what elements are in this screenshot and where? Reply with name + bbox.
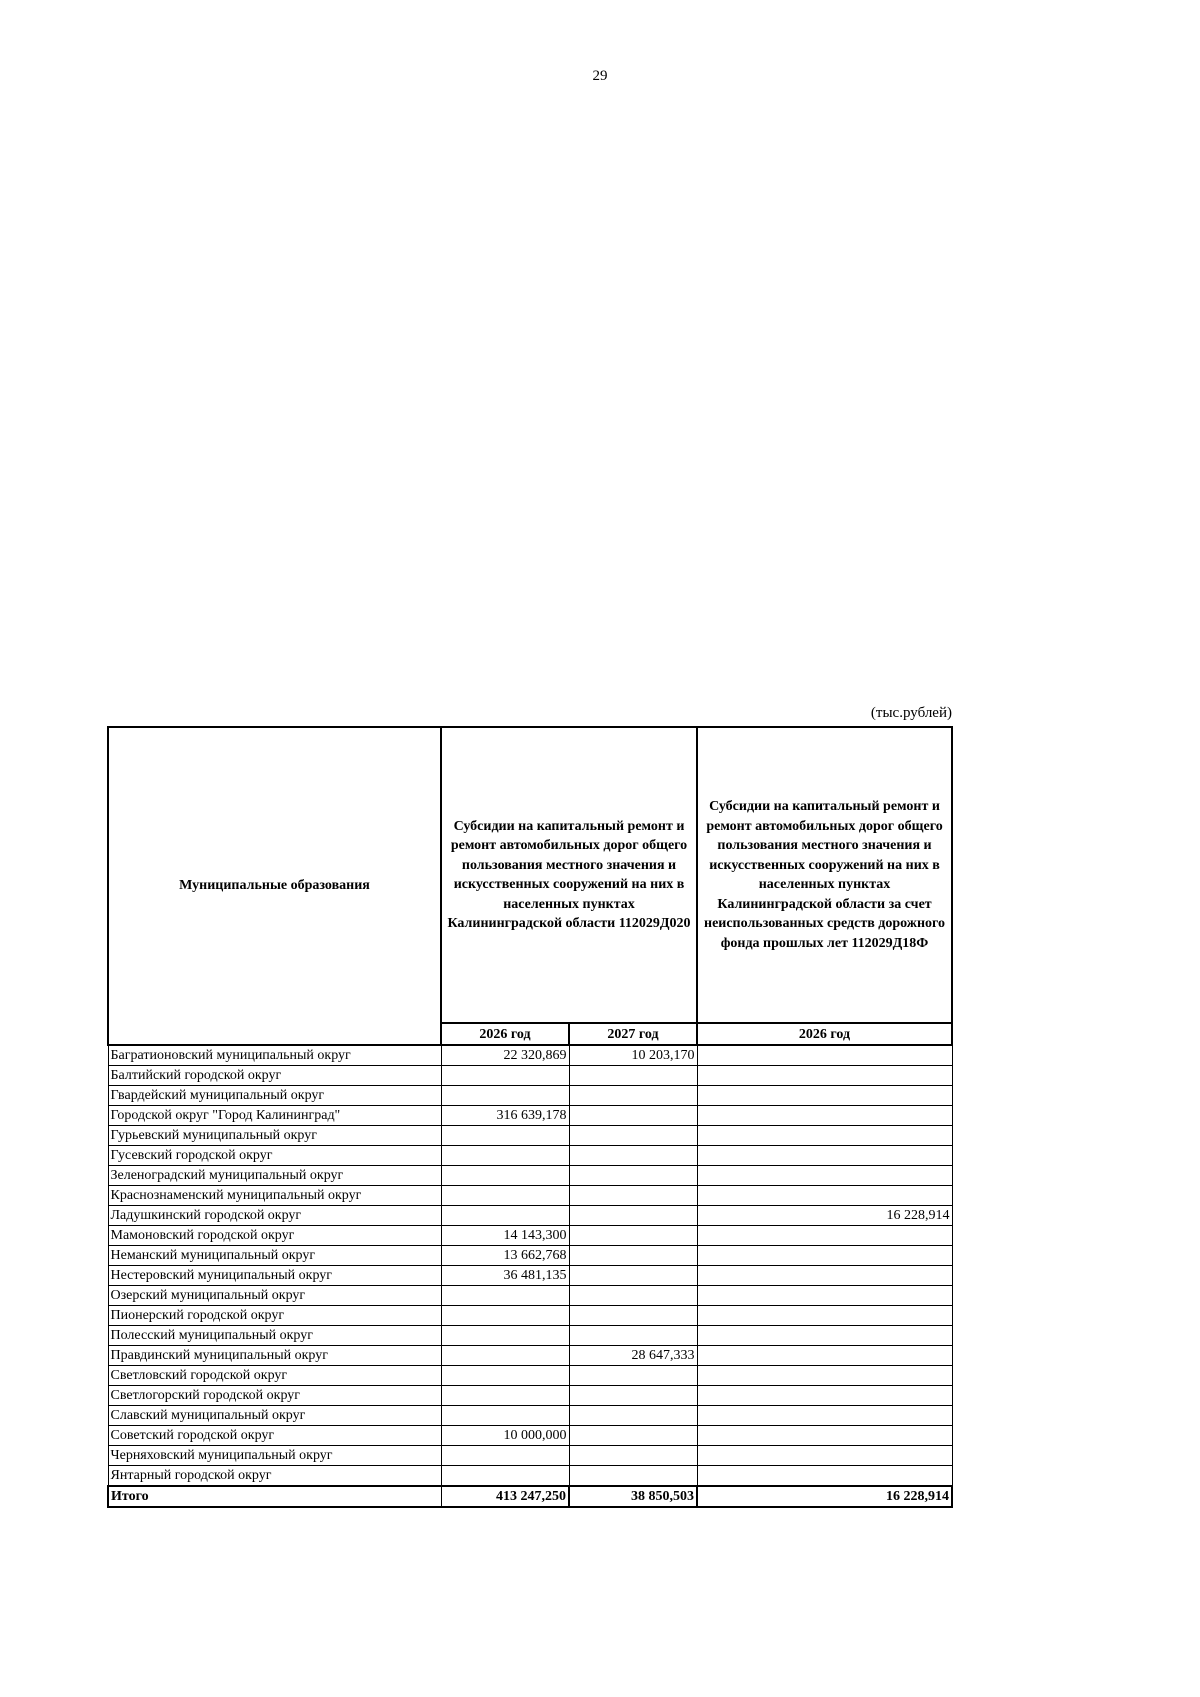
value-2026-group2 [697,1045,952,1066]
value-2026-group1: 10 000,000 [441,1426,569,1446]
value-2026-group2 [697,1246,952,1266]
value-2026-group1 [441,1346,569,1366]
municipality-name: Гусевский городской округ [108,1146,441,1166]
value-2026-group2 [697,1126,952,1146]
value-2026-group1 [441,1446,569,1466]
value-2027-group1 [569,1126,697,1146]
value-2026-group2 [697,1366,952,1386]
total-2027-group1: 38 850,503 [569,1486,697,1507]
municipality-name: Зеленоградский муниципальный округ [108,1166,441,1186]
value-2027-group1 [569,1366,697,1386]
value-2026-group2 [697,1326,952,1346]
value-2026-group2 [697,1066,952,1086]
total-label: Итого [108,1486,441,1507]
value-2027-group1 [569,1386,697,1406]
value-2027-group1 [569,1086,697,1106]
municipality-name: Гвардейский муниципальный округ [108,1086,441,1106]
column-header-year-c: 2026 год [697,1023,952,1045]
municipality-name: Пионерский городской округ [108,1306,441,1326]
municipality-name: Черняховский муниципальный округ [108,1446,441,1466]
value-2026-group1 [441,1186,569,1206]
table-row [108,1286,952,1306]
value-2027-group1: 28 647,333 [569,1346,697,1366]
value-2027-group1 [569,1406,697,1426]
value-2026-group2: 16 228,914 [697,1206,952,1226]
value-2026-group2 [697,1426,952,1446]
table-row [108,1126,952,1146]
value-2026-group1 [441,1126,569,1146]
value-2027-group1 [569,1266,697,1286]
municipality-name: Светлогорский городской округ [108,1386,441,1406]
value-2027-group1 [569,1186,697,1206]
value-2026-group1: 36 481,135 [441,1266,569,1286]
value-2027-group1 [569,1306,697,1326]
column-header-group-1: Субсидии на капитальный ремонт и ремонт автомобильных дорог общего пользования местного значения и искусственных сооружений на них в населенных пунктах Калининградской области 112029Д020 [441,727,697,1023]
value-2026-group1 [441,1386,569,1406]
table-row [108,1166,952,1186]
value-2026-group2 [697,1166,952,1186]
municipality-name: Янтарный городской округ [108,1466,441,1487]
value-2026-group1 [441,1086,569,1106]
table-row [108,1306,952,1326]
value-2026-group1 [441,1406,569,1426]
municipality-name: Багратионовский муниципальный округ [108,1045,441,1066]
municipality-name: Неманский муниципальный округ [108,1246,441,1266]
municipality-name: Славский муниципальный округ [108,1406,441,1426]
value-2027-group1 [569,1226,697,1246]
value-2026-group1: 13 662,768 [441,1246,569,1266]
column-header-year-a: 2026 год [441,1023,569,1045]
value-2027-group1: 10 203,170 [569,1045,697,1066]
table-row [108,1346,952,1366]
table-row [108,1326,952,1346]
value-2027-group1 [569,1286,697,1306]
column-header-municipalities: Муниципальные образования [108,727,441,1045]
value-2026-group2 [697,1346,952,1366]
municipality-name: Озерский муниципальный округ [108,1286,441,1306]
municipality-name: Правдинский муниципальный округ [108,1346,441,1366]
table-row [108,1226,952,1246]
municipality-name: Нестеровский муниципальный округ [108,1266,441,1286]
value-2026-group2 [697,1106,952,1126]
municipality-name: Мамоновский городской округ [108,1226,441,1246]
table-row [108,1366,952,1386]
value-2026-group1: 316 639,178 [441,1106,569,1126]
value-2026-group2 [697,1286,952,1306]
total-2026-group2: 16 228,914 [697,1486,952,1507]
value-2027-group1 [569,1446,697,1466]
value-2027-group1 [569,1166,697,1186]
table-row [108,1086,952,1106]
value-2026-group1 [441,1206,569,1226]
value-2026-group2 [697,1086,952,1106]
value-2026-group2 [697,1406,952,1426]
table-row [108,1206,952,1226]
value-2026-group1 [441,1066,569,1086]
value-2026-group2 [697,1306,952,1326]
table-row [108,1426,952,1446]
municipality-name: Краснознаменский муниципальный округ [108,1186,441,1206]
value-2026-group1 [441,1326,569,1346]
municipality-name: Полесский муниципальный округ [108,1326,441,1346]
value-2027-group1 [569,1206,697,1226]
value-2026-group1: 22 320,869 [441,1045,569,1066]
municipality-name: Балтийский городской округ [108,1066,441,1086]
municipality-name: Гурьевский муниципальный округ [108,1126,441,1146]
value-2027-group1 [569,1146,697,1166]
municipality-name: Советский городской округ [108,1426,441,1446]
subsidies-table [107,726,953,1508]
value-2026-group1 [441,1286,569,1306]
municipality-name: Ладушкинский городской округ [108,1206,441,1226]
value-2027-group1 [569,1326,697,1346]
municipality-name: Городской округ "Город Калининград" [108,1106,441,1126]
value-2027-group1 [569,1426,697,1446]
value-2026-group2 [697,1226,952,1246]
column-header-year-b: 2027 год [569,1023,697,1045]
value-2026-group2 [697,1266,952,1286]
table-row [108,1466,952,1487]
table-row [108,1406,952,1426]
value-2026-group1: 14 143,300 [441,1226,569,1246]
table-row [108,1186,952,1206]
table-row [108,1246,952,1266]
value-2027-group1 [569,1246,697,1266]
table-row [108,1146,952,1166]
value-2026-group1 [441,1146,569,1166]
municipality-name: Светловский городской округ [108,1366,441,1386]
page-number: 29 [592,68,608,84]
value-2026-group2 [697,1186,952,1206]
value-2026-group1 [441,1306,569,1326]
value-2026-group1 [441,1466,569,1487]
value-2027-group1 [569,1106,697,1126]
value-2026-group2 [697,1466,952,1487]
total-2026-group1: 413 247,250 [441,1486,569,1507]
value-2026-group1 [441,1166,569,1186]
value-2027-group1 [569,1066,697,1086]
value-2026-group2 [697,1146,952,1166]
value-2026-group1 [441,1366,569,1386]
value-2026-group2 [697,1386,952,1406]
table-row [108,1045,952,1066]
units-label: (тыс.рублей) [870,705,952,721]
table-row [108,1066,952,1086]
column-header-group-2: Субсидии на капитальный ремонт и ремонт автомобильных дорог общего пользования местного значения и искусственных сооружений на них в населенных пунктах Калининградской области за счет неиспользованных средств дорожного фонда прошлых лет 112029Д18Ф [697,727,952,1023]
value-2026-group2 [697,1446,952,1466]
value-2027-group1 [569,1466,697,1487]
table-row [108,1266,952,1286]
table-row [108,1446,952,1466]
table-body [108,1045,952,1507]
table-row [108,1386,952,1406]
table-row [108,1106,952,1126]
total-row [108,1486,952,1507]
